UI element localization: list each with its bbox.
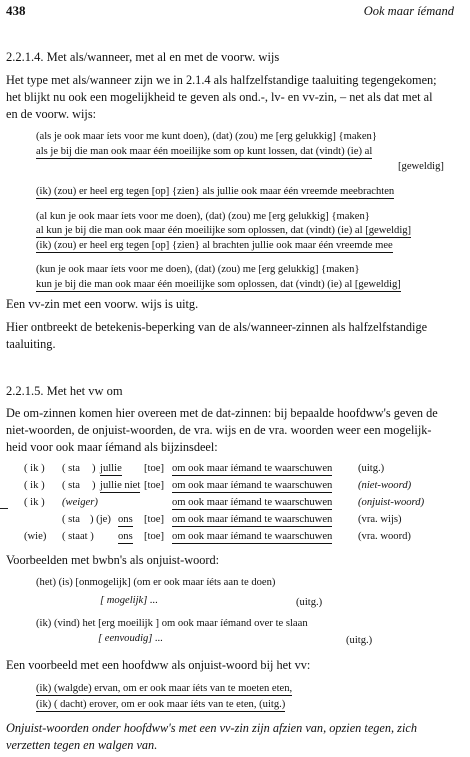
bwbn-example-2-verdict: (uitg.) [346,635,373,646]
section-heading-2-2-1-5: 2.2.1.5. Met het vw om [6,384,123,398]
example-al-3: (ik) (zou) er heel erg tegen [op] {zien} al brachten jullie ook maar één vreemde mee [36,240,393,251]
om-intro-line-1: De om-zinnen komen hier overeen met de dat-zinnen: bij bepaalde hoofdww's geven de [6,406,438,420]
row1-subject: ( ik ) [24,463,45,474]
row1-verb: ( sta [62,463,80,474]
row5-subject: (wie) [24,531,47,542]
bwbn-intro: Voorbeelden met bwbn's als onjuist-woord: [6,553,220,567]
om-intro-line-3: heid voor ook maar íémand als bijzinsdeel: [6,440,218,454]
example-als-2-cont: [geweldig] [398,161,444,172]
row2-label: (niet-woord) [358,480,412,491]
row2-toe: [toe] [144,480,164,491]
intro-line-1: Het type met als/wanneer zijn we in 2.1.4 als halfzelfstandige taaluiting tegengekomen; [6,73,437,87]
row5-label: (vra. woord) [358,531,411,542]
bwbn-example-2-alt: [ eenvoudig] ... [98,633,164,644]
example-kun-1: (kun je ook maar íets voor me doen), (dat) (zou) me [erg gelukkig] {maken} [36,264,360,275]
note-line-1: Hier ontbreekt de betekenis-beperking van de als/wanneer-zinnen als halfzelfstandige [6,320,428,334]
row5-object: ons [118,531,133,542]
bwbn-example-1-alt: [ mogelijk] ... [100,595,158,606]
intro-line-2: het blijkt nu ook een mogelijkheid te geven als ond.-, lv- en vv-zin, – net als dat met al [6,90,433,104]
final-line-1: Onjuist-woorden onder hoofdww's met een vv-zin zijn afzien van, opzien tegen, zich [6,721,417,735]
row3-om-clause: om ook maar íémand te waarschuwen [172,497,333,508]
row4-verb: ( sta [62,514,80,525]
row4-om-clause: om ook maar íémand te waarschuwen [172,514,333,525]
row2-object: jullie niet [100,480,141,491]
row2-verb: ( sta [62,480,80,491]
example-als-3: (ik) (zou) er heel erg tegen [op] {zien} als jullie ook maar één vreemde meebrachten [36,186,395,197]
note-line-2: taaluiting. [6,337,56,351]
running-head: Ook maar íémand [363,4,454,18]
row3-verb: (weiger) [62,497,98,508]
margin-mark [0,508,8,509]
after-note: Een vv-zin met een voorw. wijs is uitg. [6,297,199,311]
example-al-1: (al kun je ook maar íets voor me doen), (dat) (zou) me [erg gelukkig] {maken} [36,211,370,222]
row1-paren: ) [92,463,96,474]
row4-label: (vra. wijs) [358,514,402,525]
row1-om-clause: om ook maar íémand te waarschuwen [172,463,333,474]
example-als-1: (als je ook maar íets voor me kunt doen), (dat) (zou) me [erg gelukkig] {maken} [36,131,377,142]
row1-object: jullie [100,463,122,474]
vv-intro: Een voorbeeld met een hoofdww als onjuist-woord bij het vv: [6,658,311,672]
row2-subject: ( ik ) [24,480,45,491]
row2-om-clause: om ook maar íémand te waarschuwen [172,480,333,491]
row4-toe: [toe] [144,514,164,525]
page-number: 438 [6,3,26,18]
row5-toe: [toe] [144,531,164,542]
bwbn-example-2: (ik) (vind) het [erg moeilijk ] om ook maar íémand over te slaan [36,618,308,629]
example-als-2: als je bij die man ook maar één moeilijke som op kunt lossen, dat (vindt) (ie) al [36,146,373,157]
vv-example-1: (ik) (walgde) ervan, om er ook maar íéts van te moeten eten, [36,683,293,694]
row1-toe: [toe] [144,463,164,474]
intro-line-3: en de voorw. wijs: [6,107,97,121]
row5-verb: ( staat ) [62,531,94,542]
section-heading-2-2-1-4: 2.2.1.4. Met als/wanneer, met al en met de voorw. wijs [6,50,280,64]
row4-paren: ) (je) [90,514,111,525]
row1-label: (uitg.) [358,463,385,474]
om-intro-line-2: niet-woorden, de onjuist-woorden, de vra. wijs en de vra. woorden weer een mogelijk- [6,423,432,437]
example-kun-2: kun je bij die man ook maar één moeilijke som oplossen, dat (vindt) (ie) al [geweldig] [36,279,401,290]
row3-label: (onjuist-woord) [358,497,425,508]
row4-object: ons [118,514,133,525]
bwbn-example-1-verdict: (uitg.) [296,597,323,608]
row5-om-clause: om ook maar íémand te waarschuwen [172,531,333,542]
final-line-2: verzetten tegen en walgen van. [6,738,158,752]
example-al-2: al kun je bij die man ook maar één moeilijke som oplossen, dat (vindt) (ie) al [geweldig] [36,225,412,236]
row2-paren: ) [92,480,96,491]
vv-example-2: (ik) ( dacht) erover, om er ook maar íéts van te eten, (uitg.) [36,699,286,710]
row3-subject: ( ik ) [24,497,45,508]
bwbn-example-1: (het) (is) [onmogelijk] (om er ook maar íéts aan te doen) [36,577,276,588]
